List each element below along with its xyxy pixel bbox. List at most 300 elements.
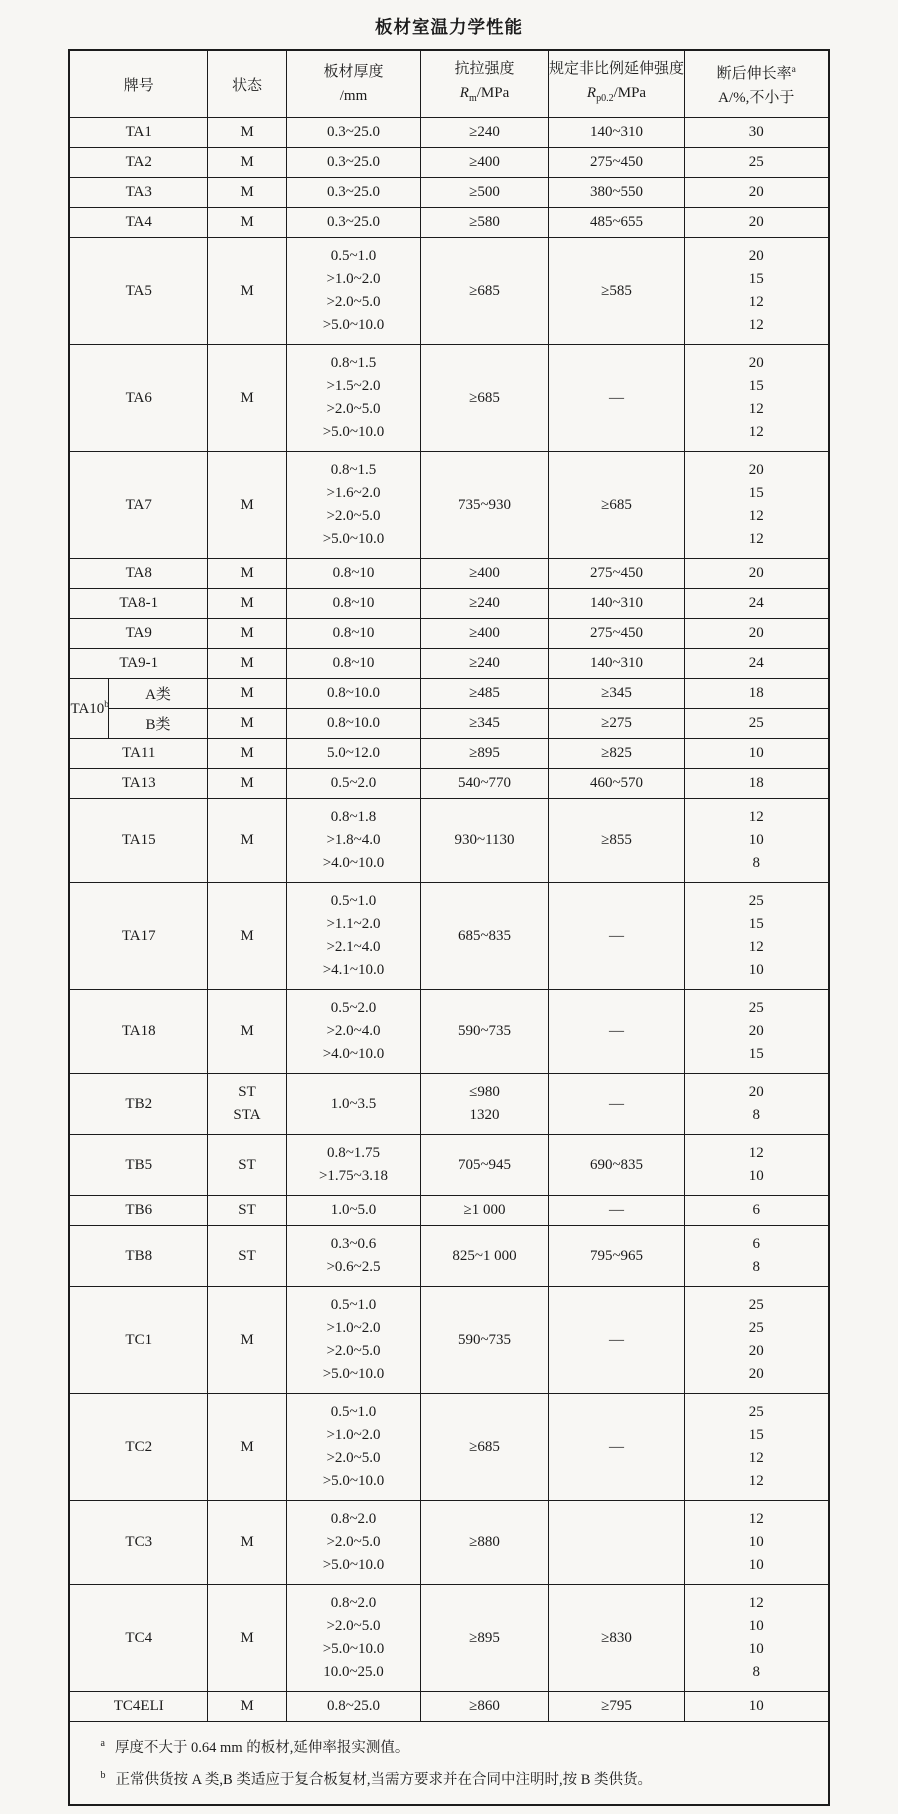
header-state-label: 状态 [231,77,262,94]
cell-tensile-strength: 825~1 000 [421,1226,549,1287]
cell-tensile-strength: 540~770 [421,769,549,799]
cell-thickness: 0.8~10 [287,589,421,619]
cell-tensile-strength: ≥240 [421,589,549,619]
cell-state: M [208,739,287,769]
cell-thickness: 5.0~12.0 [287,739,421,769]
cell-tensile-strength: ≥685 [421,345,549,452]
table-header [69,50,828,118]
cell-tensile-strength: ≥880 [421,1501,549,1585]
cell-grade: TA1 [69,118,207,148]
cell-thickness [287,1287,421,1394]
cell-state: M [208,178,287,208]
cell-proof-strength: 275~450 [549,619,685,649]
cell-elongation-line: 15 [748,485,764,501]
cell-thickness: 0.3~25.0 [287,148,421,178]
cell-tensile-strength: 685~835 [421,883,549,990]
cell-thickness-line: 0.3~0.6 [330,1236,377,1252]
cell-elongation-line: 10 [748,1641,764,1657]
cell-proof-strength: 380~550 [549,178,685,208]
cell-elongation [685,345,829,452]
header-thickness-unit: /mm [339,88,368,104]
cell-elongation-line: 12 [748,1450,764,1466]
cell-tensile-strength: ≥345 [421,709,549,739]
cell-elongation-line: 15 [748,271,764,287]
cell-thickness: 1.0~3.5 [287,1074,421,1135]
cell-proof-strength: ≥825 [549,739,685,769]
cell-tensile-strength-line: ≤980 [469,1084,500,1100]
cell-thickness-line: 0.5~1.0 [330,1297,377,1313]
cell-thickness: 0.3~25.0 [287,118,421,148]
footnote-row [69,1722,828,1805]
header-thickness [287,50,421,118]
cell-state: M [208,345,287,452]
cell-elongation-line: 25 [748,893,764,909]
cell-grade-sub: A类 [108,679,207,709]
cell-state: M [208,1287,287,1394]
cell-grade: TB5 [69,1135,207,1196]
cell-state: M [208,799,287,883]
header-thickness-label: 板材厚度 [323,64,384,80]
cell-thickness-line: 0.5~2.0 [330,1000,377,1016]
cell-thickness-line: >2.0~5.0 [326,1450,381,1466]
cell-state: M [208,452,287,559]
cell-elongation: 24 [685,649,829,679]
footnote-cell [69,1722,828,1805]
cell-thickness-line: >1.0~2.0 [326,1427,381,1443]
cell-elongation-line: 12 [748,508,764,524]
cell-thickness [287,238,421,345]
cell-thickness-line: >5.0~10.0 [322,1557,385,1573]
cell-elongation-line: 6 [752,1236,760,1252]
table-row [69,178,828,208]
footnote-b [100,1762,815,1794]
table-row [69,1135,828,1196]
cell-grade: TA13 [69,769,207,799]
cell-grade: TC4 [69,1585,207,1692]
cell-proof-strength: — [549,1074,685,1135]
cell-thickness-line: >2.0~5.0 [326,1343,381,1359]
cell-elongation: 20 [685,178,829,208]
cell-thickness: 0.3~25.0 [287,208,421,238]
cell-grade: TA9-1 [69,649,207,679]
cell-grade: TA5 [69,238,207,345]
cell-elongation-line: 15 [748,916,764,932]
cell-thickness-line: >2.0~5.0 [326,1618,381,1634]
cell-thickness [287,883,421,990]
cell-elongation [685,1074,829,1135]
cell-state: M [208,589,287,619]
table-row [69,208,828,238]
cell-grade: TA7 [69,452,207,559]
cell-state: ST [208,1196,287,1226]
cell-proof-strength: 275~450 [549,148,685,178]
table-row [69,1196,828,1226]
cell-elongation-line: 20 [748,1023,764,1039]
cell-grade: TA4 [69,208,207,238]
cell-grade: TA6 [69,345,207,452]
cell-elongation-line: 20 [748,355,764,371]
table-row [69,619,828,649]
table-row [69,1226,828,1287]
table-row [69,1585,828,1692]
cell-state: M [208,679,287,709]
table-row [69,1074,828,1135]
cell-state: ST [208,1135,287,1196]
cell-elongation-line: 20 [748,1366,764,1382]
cell-elongation-line: 12 [748,1145,764,1161]
cell-proof-strength: 140~310 [549,118,685,148]
table-row [69,649,828,679]
cell-thickness: 0.3~25.0 [287,178,421,208]
cell-proof-strength: ≥795 [549,1692,685,1722]
cell-elongation-line: 12 [748,809,764,825]
cell-thickness [287,1585,421,1692]
cell-thickness-line: >2.0~5.0 [326,401,381,417]
cell-thickness-line: >1.8~4.0 [326,832,381,848]
cell-tensile-strength-line: 1320 [469,1107,500,1123]
cell-elongation-line: 10 [748,962,764,978]
cell-elongation: 20 [685,619,829,649]
cell-state [208,1074,287,1135]
cell-tensile-strength: 705~945 [421,1135,549,1196]
table-row [69,990,828,1074]
cell-thickness-line: 0.8~1.5 [330,355,377,371]
cell-elongation: 20 [685,208,829,238]
cell-state: M [208,1585,287,1692]
cell-proof-strength: — [549,990,685,1074]
cell-thickness-line: >1.0~2.0 [326,271,381,287]
table-row [69,1287,828,1394]
cell-elongation-line: 10 [748,1618,764,1634]
footnote-b-marker: b [100,1769,106,1781]
cell-elongation-line: 15 [748,378,764,394]
cell-thickness [287,1226,421,1287]
cell-elongation-line: 20 [748,462,764,478]
table-row [69,452,828,559]
cell-state: M [208,238,287,345]
cell-elongation-line: 25 [748,1297,764,1313]
cell-proof-strength: 690~835 [549,1135,685,1196]
cell-thickness-line: 0.8~2.0 [330,1511,377,1527]
header-proof-strength [549,50,685,118]
cell-proof-strength: ≥830 [549,1585,685,1692]
cell-grade: TA8-1 [69,589,207,619]
cell-grade: TA15 [69,799,207,883]
table-row [69,679,828,709]
cell-state: M [208,148,287,178]
table-row [69,799,828,883]
cell-elongation-line: 25 [748,1404,764,1420]
table-row [69,148,828,178]
cell-tensile-strength: ≥240 [421,118,549,148]
cell-elongation-line: 12 [748,531,764,547]
cell-elongation [685,1394,829,1501]
cell-tensile-strength: ≥685 [421,238,549,345]
cell-thickness: 0.8~10.0 [287,709,421,739]
cell-state-line: ST [238,1084,256,1100]
cell-thickness-line: >4.0~10.0 [322,1046,385,1062]
table-row [69,739,828,769]
cell-thickness: 0.5~2.0 [287,769,421,799]
cell-proof-strength: ≥585 [549,238,685,345]
cell-elongation-line: 15 [748,1427,764,1443]
cell-proof-strength: ≥855 [549,799,685,883]
cell-state: ST [208,1226,287,1287]
table-row [69,589,828,619]
mechanical-properties-table [68,49,829,1806]
cell-proof-strength: — [549,1394,685,1501]
cell-elongation [685,238,829,345]
cell-grade: TA18 [69,990,207,1074]
cell-state-line: STA [233,1107,261,1123]
cell-elongation [685,1287,829,1394]
cell-thickness-line: >1.75~3.18 [318,1168,389,1184]
cell-elongation-line: 10 [748,832,764,848]
cell-elongation-line: 25 [748,1000,764,1016]
header-proof-label: 规定非比例延伸强度 [549,61,685,77]
cell-thickness-line: >1.6~2.0 [326,485,381,501]
header-proof-symbol: $R_{p0.2}$/MPa [586,85,647,104]
cell-thickness [287,1135,421,1196]
cell-proof-strength: — [549,1287,685,1394]
cell-thickness: 0.8~10 [287,649,421,679]
table-row [69,559,828,589]
cell-state: M [208,649,287,679]
cell-elongation-line: 12 [748,939,764,955]
footnote-a-marker: a [100,1738,105,1749]
table-row [69,118,828,148]
cell-thickness-line: >0.6~2.5 [326,1259,381,1275]
cell-thickness [287,1394,421,1501]
cell-elongation-line: 12 [748,1511,764,1527]
table-row [69,709,828,739]
cell-tensile-strength: ≥400 [421,148,549,178]
cell-thickness-line: >2.0~5.0 [326,508,381,524]
cell-grade: TB2 [69,1074,207,1135]
cell-state: M [208,208,287,238]
cell-thickness-line: 0.5~1.0 [330,1404,377,1420]
cell-elongation-line: 8 [752,855,760,871]
cell-state: M [208,118,287,148]
cell-thickness-line: 0.8~1.8 [330,809,377,825]
cell-elongation [685,799,829,883]
table-row [69,1394,828,1501]
cell-tensile-strength: ≥240 [421,649,549,679]
table-row [69,1692,828,1722]
cell-grade: TA8 [69,559,207,589]
cell-proof-strength: ≥345 [549,679,685,709]
header-grade-label: 牌号 [123,77,154,94]
cell-proof-strength: 460~570 [549,769,685,799]
cell-thickness-line: >4.1~10.0 [322,962,385,978]
cell-grade-sub: B类 [108,709,207,739]
cell-tensile-strength: ≥895 [421,1585,549,1692]
cell-tensile-strength: 930~1130 [421,799,549,883]
cell-thickness: 0.8~25.0 [287,1692,421,1722]
cell-proof-strength: ≥685 [549,452,685,559]
cell-thickness [287,990,421,1074]
cell-elongation-line: 12 [748,1473,764,1489]
cell-thickness-line: >5.0~10.0 [322,424,385,440]
cell-elongation: 24 [685,589,829,619]
footnote-a-text: 厚度不大于 0.64 mm 的板材,延伸率报实测值。 [114,1739,410,1756]
cell-elongation-line: 20 [748,248,764,264]
cell-state: M [208,1692,287,1722]
cell-proof-strength: — [549,1196,685,1226]
cell-proof-strength: — [549,883,685,990]
table-row [69,769,828,799]
cell-grade-group: TA10$^b$ [69,679,108,739]
cell-elongation-line: 12 [748,401,764,417]
cell-thickness-line: >1.0~2.0 [326,1320,381,1336]
cell-tensile-strength: ≥685 [421,1394,549,1501]
cell-thickness-line: >1.5~2.0 [326,378,381,394]
cell-thickness-line: >5.0~10.0 [322,1366,385,1382]
cell-grade: TB6 [69,1196,207,1226]
cell-elongation: 18 [685,769,829,799]
cell-proof-strength: 140~310 [549,589,685,619]
cell-grade: TA17 [69,883,207,990]
cell-proof-strength: ≥275 [549,709,685,739]
cell-tensile-strength: ≥1 000 [421,1196,549,1226]
table-body [69,118,828,1722]
cell-elongation-line: 20 [748,1084,764,1100]
cell-elongation: 25 [685,709,829,739]
cell-thickness-line: >2.1~4.0 [326,939,381,955]
cell-grade: TC4ELI [69,1692,207,1722]
header-tensile-symbol: $R_m$/MPa [459,85,510,104]
cell-elongation [685,1585,829,1692]
table-row [69,345,828,452]
cell-thickness: 0.8~10 [287,559,421,589]
cell-state: M [208,709,287,739]
cell-elongation-line: 12 [748,317,764,333]
cell-grade: TC1 [69,1287,207,1394]
cell-elongation [685,990,829,1074]
cell-thickness [287,1501,421,1585]
cell-thickness: 1.0~5.0 [287,1196,421,1226]
cell-elongation-line: 8 [752,1259,760,1275]
header-tensile-strength [421,50,549,118]
cell-elongation-line: 10 [748,1168,764,1184]
cell-tensile-strength: 590~735 [421,990,549,1074]
cell-grade: TC2 [69,1394,207,1501]
cell-elongation: 25 [685,148,829,178]
cell-thickness-line: 0.8~2.0 [330,1595,377,1611]
cell-thickness-line: >5.0~10.0 [322,531,385,547]
header-elongation-label: 断后伸长率$^a$ [716,65,796,82]
footnote-b-text: 正常供货按 A 类,B 类适应于复合板复材,当需方要求并在合同中注明时,按 B 类供货。 [115,1771,652,1788]
cell-elongation-line: 20 [748,1343,764,1359]
cell-elongation: 20 [685,559,829,589]
header-state [208,50,287,118]
cell-tensile-strength: ≥485 [421,679,549,709]
cell-state: M [208,990,287,1074]
cell-thickness-line: 10.0~25.0 [323,1664,384,1680]
header-elongation-unit: A/%,不小于 [718,90,795,106]
cell-elongation: 18 [685,679,829,709]
cell-proof-strength: 275~450 [549,559,685,589]
table-row [69,238,828,345]
cell-thickness-line: >2.0~5.0 [326,294,381,310]
cell-thickness: 0.8~10.0 [287,679,421,709]
cell-thickness [287,799,421,883]
cell-tensile-strength: ≥400 [421,619,549,649]
cell-elongation-line: 10 [748,1534,764,1550]
cell-tensile-strength: 735~930 [421,452,549,559]
cell-tensile-strength: ≥580 [421,208,549,238]
header-grade [69,50,207,118]
cell-elongation [685,452,829,559]
cell-elongation: 30 [685,118,829,148]
cell-tensile-strength: 590~735 [421,1287,549,1394]
cell-elongation: 6 [685,1196,829,1226]
cell-thickness-line: 0.8~1.5 [330,462,377,478]
cell-proof-strength: 140~310 [549,649,685,679]
cell-tensile-strength: ≥860 [421,1692,549,1722]
table-title: 板材室温力学性能 [375,17,523,37]
cell-elongation-line: 8 [752,1664,760,1680]
cell-proof-strength: — [549,345,685,452]
header-tensile-label: 抗拉强度 [454,61,515,77]
cell-proof-strength: 795~965 [549,1226,685,1287]
footnote-a [100,1730,815,1762]
cell-elongation-line: 12 [748,424,764,440]
cell-elongation [685,1135,829,1196]
cell-thickness-line: >5.0~10.0 [322,1641,385,1657]
cell-elongation-line: 15 [748,1046,764,1062]
cell-elongation-line: 10 [748,1557,764,1573]
cell-thickness-line: 0.5~1.0 [330,893,377,909]
cell-grade: TA11 [69,739,207,769]
cell-elongation [685,883,829,990]
cell-grade: TC3 [69,1501,207,1585]
cell-grade: TA9 [69,619,207,649]
cell-proof-strength: 485~655 [549,208,685,238]
cell-state: M [208,619,287,649]
cell-state: M [208,1394,287,1501]
cell-grade: TA3 [69,178,207,208]
cell-thickness-line: 0.5~1.0 [330,248,377,264]
cell-thickness-line: >1.1~2.0 [326,916,381,932]
cell-elongation-line: 12 [748,294,764,310]
cell-thickness [287,345,421,452]
cell-elongation-line: 12 [748,1595,764,1611]
cell-thickness-line: >2.0~4.0 [326,1023,381,1039]
cell-tensile-strength [421,1074,549,1135]
cell-grade: TA2 [69,148,207,178]
cell-thickness-line: >4.0~10.0 [322,855,385,871]
cell-elongation-line: 25 [748,1320,764,1336]
cell-elongation: 10 [685,1692,829,1722]
table-footnotes [69,1722,828,1805]
cell-thickness-line: >5.0~10.0 [322,1473,385,1489]
cell-thickness: 0.8~10 [287,619,421,649]
header-row [69,50,828,118]
cell-state: M [208,1501,287,1585]
cell-elongation-line: 8 [752,1107,760,1123]
cell-state: M [208,769,287,799]
cell-elongation: 10 [685,739,829,769]
cell-thickness-line: >2.0~5.0 [326,1534,381,1550]
cell-thickness [287,452,421,559]
cell-tensile-strength: ≥500 [421,178,549,208]
cell-thickness-line: >5.0~10.0 [322,317,385,333]
cell-state: M [208,883,287,990]
cell-tensile-strength: ≥400 [421,559,549,589]
cell-state: M [208,559,287,589]
header-elongation [685,50,829,118]
